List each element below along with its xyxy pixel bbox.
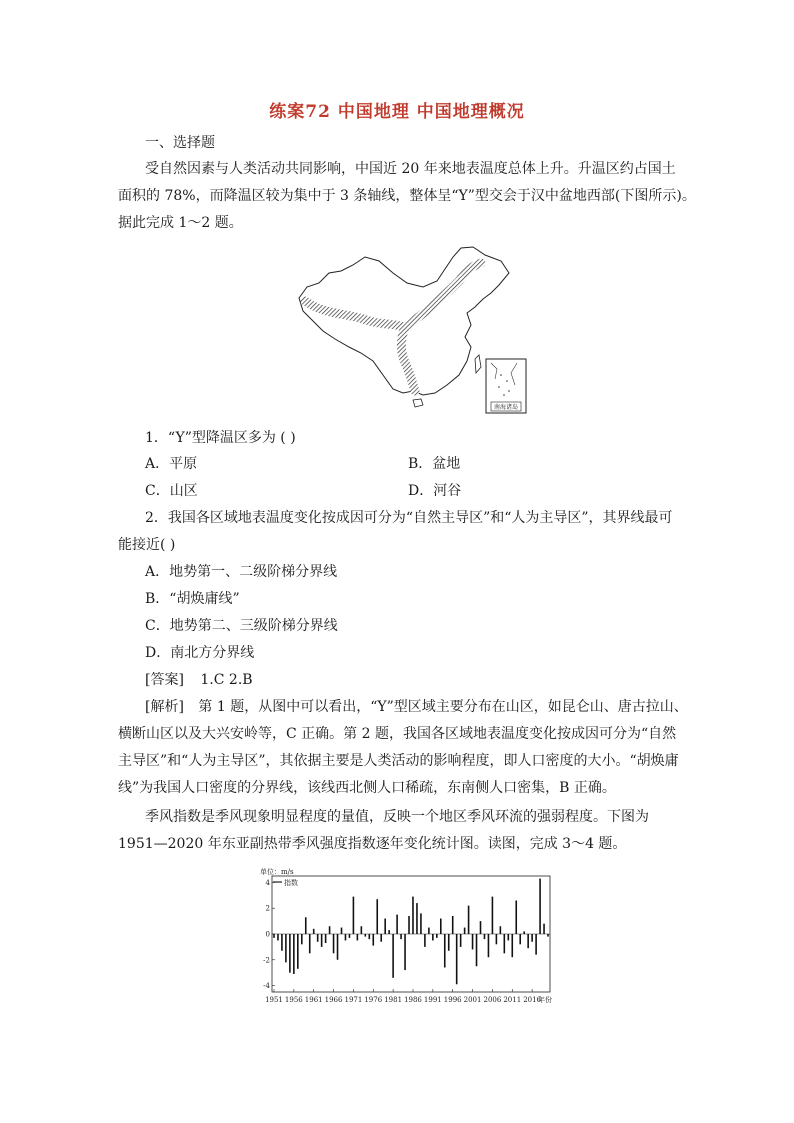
bar-2000: [468, 906, 470, 934]
bar-2008: [500, 926, 502, 934]
bar-1952: [277, 934, 279, 940]
analysis-line-3: 主导区”和“人为主导区”，其依据主要是人类活动的影响程度，即人口密度的大小。“胡焕庸: [118, 753, 679, 769]
intro-line-1: 受自然因素与人类活动共同影响，中国近 20 年来地表温度总体上升。升温区约占国土: [145, 161, 676, 177]
bar-1972: [357, 934, 359, 940]
bar-1959: [305, 917, 307, 934]
bar-1980: [388, 930, 390, 934]
bar-1989: [424, 934, 426, 947]
bar-2014: [523, 931, 525, 934]
analysis-line-4: 线”为我国人口密度的分界线，该线西北侧人口稀疏，东南侧人口密集，B 正确。: [118, 780, 616, 796]
bar-1954: [285, 934, 287, 962]
bar-2011: [511, 934, 513, 957]
bar-1981: [392, 934, 394, 978]
bar-2007: [496, 934, 498, 944]
bar-1971: [353, 897, 355, 934]
bar-2015: [527, 934, 529, 948]
y-tick-label: -4: [263, 982, 270, 991]
bar-1960: [309, 934, 311, 953]
bar-1991: [432, 934, 434, 940]
bar-1997: [456, 934, 458, 984]
bar-2002: [476, 934, 478, 966]
bar-1970: [349, 934, 351, 938]
x-axis-suffix: 年份: [538, 996, 552, 1004]
bar-2001: [472, 934, 474, 949]
q1-option-c: C．山区: [145, 483, 198, 499]
bar-2012: [515, 900, 517, 934]
chart-x-ticks: [265, 989, 552, 1004]
bar-1993: [440, 919, 442, 934]
bar-2016: [531, 934, 533, 942]
x-tick-label: 1966: [324, 996, 343, 1004]
bar-1987: [416, 903, 418, 934]
bar-1963: [321, 934, 323, 947]
x-tick-label: 1951: [265, 996, 283, 1004]
analysis-tag: [解析]: [145, 699, 184, 715]
answer-line: [145, 671, 253, 689]
bar-1968: [341, 928, 343, 934]
bar-1995: [448, 934, 450, 951]
x-tick-label: 1981: [384, 996, 403, 1004]
q2-option-d: D．南北方分界线: [145, 645, 255, 661]
x-tick-label: 1986: [404, 996, 422, 1004]
q2-stem-line-1: 2．我国各区域地表温度变化按成因可分为“自然主导区”和“人为主导区”，其界线最可: [145, 510, 673, 526]
q2-stem-line-2: 能接近( ): [118, 537, 176, 553]
monsoon-index-chart: [258, 866, 560, 1006]
bar-1951: [273, 934, 275, 938]
bar-2013: [519, 934, 521, 944]
x-tick-label: 1996: [443, 996, 462, 1004]
bar-1979: [384, 919, 386, 934]
bar-1996: [452, 916, 454, 934]
taiwan-island: [475, 355, 481, 373]
chart-legend-label: 指数: [284, 879, 298, 887]
q2-option-a: A．地势第一、二级阶梯分界线: [145, 564, 338, 580]
q1-stem: 1．“Y”型降温区多为 ( ): [145, 430, 296, 446]
bar-1998: [460, 934, 462, 947]
bar-2003: [480, 921, 482, 934]
x-tick-label: 2006: [483, 996, 502, 1004]
answer-text: 1.C 2.B: [200, 672, 253, 688]
x-tick-label: 2016: [523, 996, 542, 1004]
page-title: 练案72 中国地理 中国地理概况: [269, 102, 525, 122]
bar-1964: [325, 934, 327, 943]
bar-2019: [543, 924, 545, 934]
bar-1978: [380, 934, 382, 942]
analysis-line-1: [145, 698, 688, 716]
y-tick-label: 2: [265, 904, 270, 913]
bar-1958: [301, 934, 303, 944]
bar-1986: [412, 897, 414, 934]
bar-1957: [297, 934, 299, 969]
bar-1955: [289, 934, 291, 973]
chart-bars: [273, 879, 549, 985]
x-tick-label: 1961: [304, 996, 323, 1004]
bar-1966: [333, 934, 335, 953]
bar-1992: [436, 934, 438, 938]
bar-1990: [428, 928, 430, 934]
chart-unit-label: 单位：m/s: [260, 868, 294, 876]
y-tick-label: -2: [263, 956, 270, 965]
intro-line-3: 据此完成 1～2 题。: [118, 215, 243, 231]
bar-1983: [400, 934, 402, 939]
analysis-text-1: 第 1 题，从图中可以看出，“Y”型区域主要分布在山区，如昆仑山、唐古拉山、: [198, 699, 688, 715]
answer-tag: [答案]: [145, 672, 184, 688]
q1-option-d: D．河谷: [408, 483, 462, 499]
bar-1974: [365, 934, 367, 937]
q1-option-a: A．平原: [145, 456, 198, 472]
bar-1969: [345, 934, 347, 940]
y-tick-label: 4: [265, 878, 270, 887]
bar-1962: [317, 934, 319, 942]
bar-1982: [396, 915, 398, 934]
intro2-line-2: 1951—2020 年东亚副热带季风强度指数逐年变化统计图。读图，完成 3～4 题。: [118, 836, 627, 852]
inset-label: 南海诸岛: [493, 404, 519, 411]
q2-option-c: C．地势第二、三级阶梯分界线: [145, 618, 338, 634]
x-tick-label: 1956: [284, 996, 303, 1004]
x-tick-label: 2011: [503, 996, 522, 1004]
q1-option-b: B．盆地: [408, 456, 461, 472]
bar-2004: [484, 934, 486, 939]
q2-option-b: B．“胡焕庸线”: [145, 591, 240, 607]
bar-2020: [547, 934, 549, 937]
bar-1973: [361, 926, 363, 934]
hainan-island: [413, 399, 423, 407]
bar-1967: [337, 934, 339, 960]
bar-2009: [504, 934, 506, 953]
analysis-line-2: 横断山区以及大兴安岭等，C 正确。第 2 题，我国各区域地表温度变化按成因可分为“自然: [118, 726, 677, 742]
intro-line-2: 面积的 78%，而降温区较为集中于 3 条轴线，整体呈“Y”型交会于汉中盆地西部(下图所示)。: [118, 188, 696, 204]
bar-1975: [369, 934, 371, 939]
bar-1976: [372, 934, 374, 946]
bar-1994: [444, 934, 446, 968]
bar-1956: [293, 934, 295, 974]
bar-1977: [376, 899, 378, 934]
bar-2010: [508, 934, 510, 940]
china-cooling-map: [295, 243, 533, 416]
bar-2006: [492, 897, 494, 934]
bar-2018: [539, 879, 541, 934]
x-tick-label: 1971: [344, 996, 363, 1004]
bar-1953: [281, 934, 283, 951]
bar-2005: [488, 934, 490, 957]
bar-1999: [464, 928, 466, 934]
bar-1985: [408, 916, 410, 934]
bar-1984: [404, 934, 406, 970]
x-tick-label: 2001: [463, 996, 482, 1004]
section-heading: 一、选择题: [145, 135, 215, 151]
x-tick-label: 1976: [364, 996, 383, 1004]
intro2-line-1: 季风指数是季风现象明显程度的量值，反映一个地区季风环流的强弱程度。下图为: [145, 809, 649, 825]
bar-1988: [420, 913, 422, 934]
bar-1965: [329, 926, 331, 934]
x-tick-label: 1991: [423, 996, 442, 1004]
bar-2017: [535, 934, 537, 955]
y-tick-label: 0: [265, 930, 270, 939]
bar-1961: [313, 929, 315, 934]
